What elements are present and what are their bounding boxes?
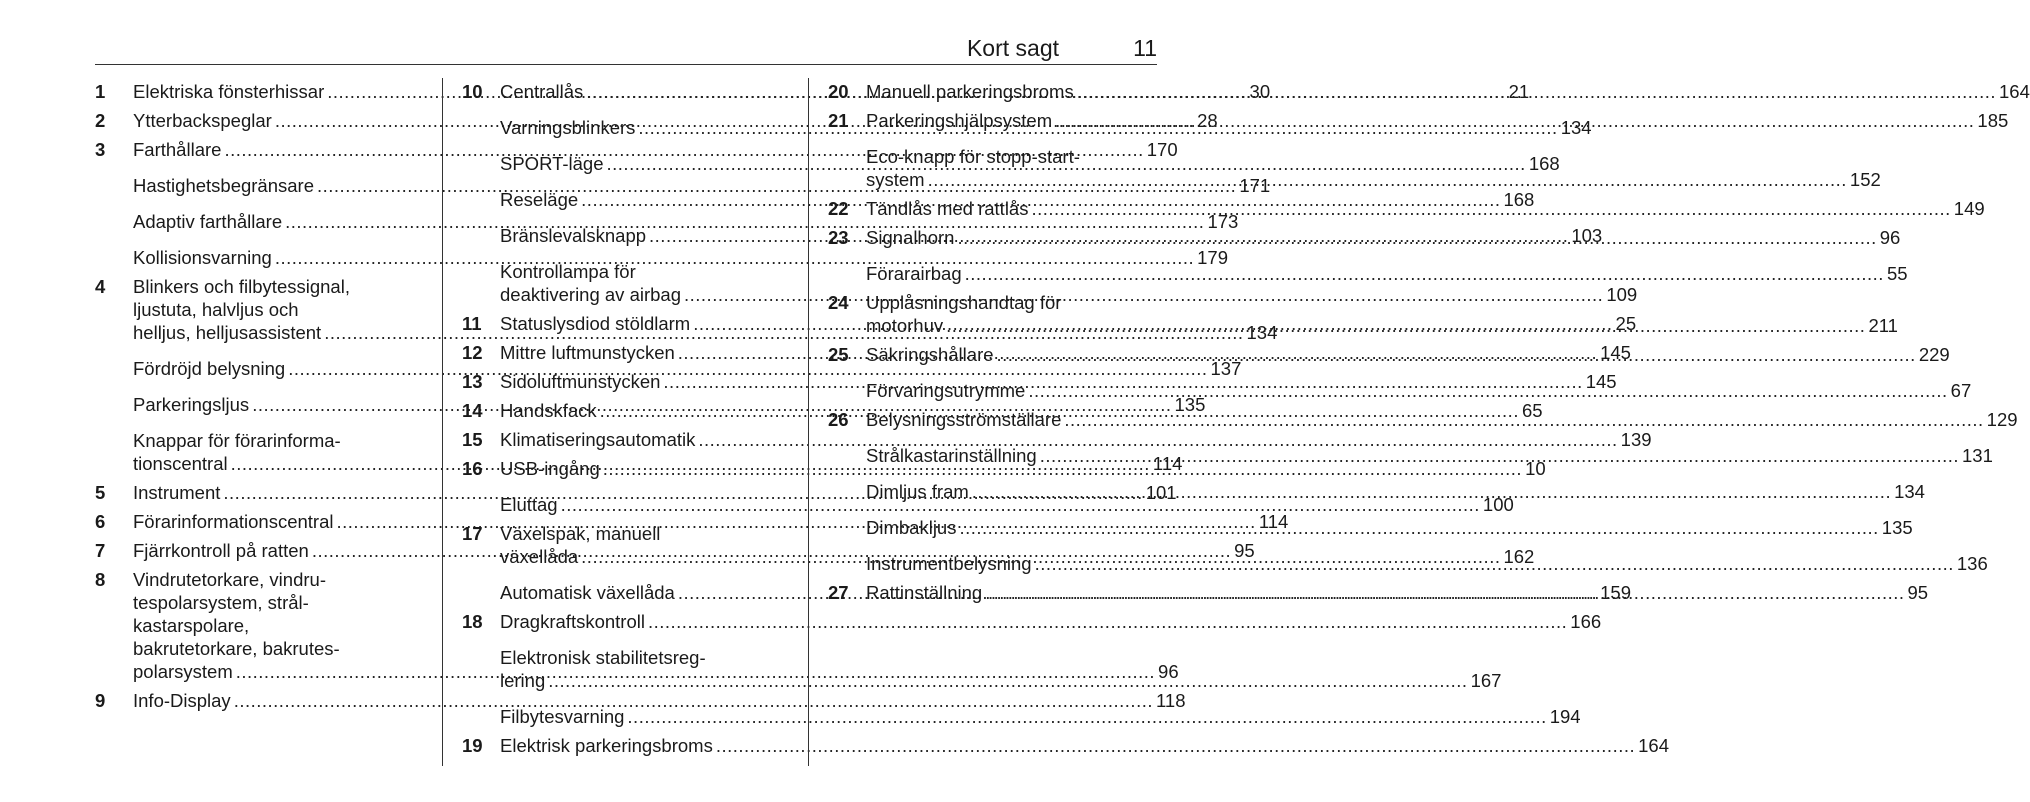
item-number	[95, 246, 133, 269]
item-number	[828, 145, 866, 191]
item-label: Eluttag	[500, 494, 558, 515]
item-number: 27	[828, 582, 849, 603]
item-number	[462, 705, 500, 728]
item-label-line: Upplåsningshandtag för	[866, 292, 1062, 313]
index-entry	[462, 428, 1652, 451]
page-reference: 109	[1606, 284, 1638, 305]
item-number	[828, 552, 866, 575]
page-reference: 162	[1503, 546, 1535, 567]
item-label: Parkeringshjälpsystem	[866, 110, 1053, 131]
item-text	[866, 343, 1950, 366]
item-label: Fördröjd belysning	[133, 358, 286, 379]
index-entry	[95, 246, 1229, 269]
item-number: 3	[95, 139, 106, 160]
item-number: 18	[462, 611, 483, 632]
dot-leader	[1077, 80, 1996, 103]
page-reference: 145	[1600, 342, 1631, 363]
item-label: Manuell parkeringsbroms	[866, 81, 1074, 102]
item-label: Instrumentbelysning	[866, 553, 1032, 574]
item-number	[95, 210, 133, 233]
item-text	[866, 581, 1928, 604]
page-reference: 159	[1600, 582, 1631, 603]
item-number	[462, 224, 500, 247]
page-reference: 67	[1950, 380, 1972, 401]
item-label: polarsystem	[133, 661, 233, 682]
item-text	[500, 610, 1601, 633]
page-reference: 96	[1158, 661, 1179, 682]
item-label: tionscentral	[133, 453, 228, 474]
item-label: Dimljus fram	[866, 481, 969, 502]
item-label: Kollisionsvarning	[133, 247, 272, 268]
item-label-final-line	[866, 444, 1993, 467]
item-label: Bränslevalsknapp	[500, 225, 647, 246]
item-number	[828, 262, 866, 285]
item-number	[95, 174, 133, 197]
dot-leader	[1055, 109, 1974, 132]
page-reference: 101	[1145, 482, 1177, 503]
item-number: 10	[462, 81, 483, 102]
page-reference: 229	[1918, 344, 1950, 365]
dot-leader	[928, 168, 1847, 191]
page-reference: 129	[1986, 409, 2018, 430]
dot-leader	[946, 314, 1865, 337]
item-label: Mittre luftmunstycken	[500, 342, 675, 363]
index-entry	[95, 689, 1186, 712]
dot-leader	[1035, 552, 1954, 575]
item-label: Centrallås	[500, 81, 584, 102]
item-label: USB-ingång	[500, 458, 600, 479]
item-number	[462, 581, 500, 604]
item-number: 23	[828, 227, 849, 248]
column-divider	[808, 78, 809, 766]
item-number: 21	[828, 110, 849, 131]
item-label: helljus, helljusassistent	[133, 322, 322, 343]
item-number: 2	[95, 110, 106, 131]
item-number	[462, 152, 500, 175]
item-label-final-line	[500, 610, 1601, 633]
item-label-final-line	[866, 168, 1881, 191]
item-number	[95, 393, 133, 416]
page-reference: 168	[1528, 153, 1560, 174]
item-label-line: tespolarsystem, strål-	[133, 592, 309, 613]
item-number	[462, 646, 500, 692]
page-reference: 96	[1879, 227, 1901, 248]
page-reference: 170	[1146, 139, 1178, 160]
item-number: 26	[828, 409, 849, 430]
item-label: Rattinställning	[866, 582, 983, 603]
dot-leader	[972, 480, 1891, 503]
page-reference: 114	[1152, 453, 1183, 474]
item-number: 17	[462, 523, 483, 544]
item-label: Signalhorn	[866, 227, 955, 248]
item-number	[462, 188, 500, 211]
item-label-final-line	[866, 80, 2030, 103]
item-label: Ytterbackspeglar	[133, 110, 272, 131]
item-text	[866, 80, 2030, 103]
dot-leader	[1031, 197, 1950, 220]
item-text	[500, 734, 1669, 757]
item-number: 22	[828, 198, 849, 219]
dot-leader	[648, 610, 1567, 633]
item-label-final-line	[500, 734, 1669, 757]
item-label: Dragkraftskontroll	[500, 611, 645, 632]
item-label: Handskfack	[500, 400, 597, 421]
index-entry	[828, 262, 1908, 285]
item-label: Filbytesvarning	[500, 706, 625, 727]
item-number: 24	[828, 292, 849, 313]
item-text	[866, 262, 1908, 285]
item-label-line: Knappar för förarinforma-	[133, 430, 341, 451]
page-reference: 118	[1156, 690, 1186, 711]
item-text	[866, 109, 2008, 132]
item-number	[462, 260, 500, 306]
dot-leader	[985, 581, 1904, 604]
page-reference: 65	[1521, 400, 1543, 421]
item-label: system	[866, 169, 925, 190]
item-label: Statuslysdiod stöldlarm	[500, 313, 691, 334]
item-label: Säkringshållare	[866, 344, 994, 365]
item-text	[866, 291, 1898, 337]
page-reference: 95	[1234, 540, 1255, 561]
page-reference: 131	[1962, 445, 1993, 466]
index-entry	[95, 210, 1239, 233]
item-label-line: Vindrutetorkare, vindru-	[133, 569, 326, 590]
page-reference: 135	[1881, 517, 1913, 538]
item-label: Adaptiv farthållare	[133, 211, 283, 232]
page-reference: 95	[1907, 582, 1929, 603]
dot-leader	[548, 669, 1467, 692]
item-text	[866, 145, 1881, 191]
item-label-final-line	[866, 109, 2008, 132]
page-reference: 55	[1886, 263, 1908, 284]
item-label: Dimbakljus	[866, 517, 957, 538]
item-label-final-line	[866, 516, 1913, 539]
item-number: 16	[462, 458, 483, 479]
item-label: Reseläge	[500, 189, 579, 210]
item-text	[866, 516, 1913, 539]
item-label: Sidoluftmunstycken	[500, 371, 661, 392]
item-label: Elektriska fönsterhissar	[133, 81, 325, 102]
item-number	[828, 379, 866, 402]
dot-leader	[1040, 444, 1959, 467]
page-reference: 21	[1508, 81, 1530, 102]
item-number: 25	[828, 344, 849, 365]
page-reference: 25	[1615, 313, 1637, 334]
page-reference: 100	[1482, 494, 1514, 515]
dot-leader	[716, 734, 1635, 757]
item-label: Elektrisk parkeringsbroms	[500, 735, 713, 756]
item-number	[462, 493, 500, 516]
item-label-line: Elektronisk stabilitetsreg-	[500, 647, 706, 668]
item-number: 19	[462, 735, 483, 756]
item-text	[866, 552, 1988, 575]
item-label-line: kastarspolare,	[133, 615, 250, 636]
item-label: Belysningsströmställare	[866, 409, 1062, 430]
item-label-line: bakrutetorkare, bakrutes-	[133, 638, 340, 659]
item-number: 9	[95, 690, 106, 711]
item-label: Varningsblinkers	[500, 117, 636, 138]
item-label-final-line	[866, 581, 1928, 604]
item-number	[462, 116, 500, 139]
item-number: 6	[95, 511, 106, 532]
item-label: Farthållare	[133, 139, 222, 160]
item-number: 11	[462, 313, 482, 334]
item-label: Parkeringsljus	[133, 394, 250, 415]
dot-leader	[957, 226, 1876, 249]
item-text	[866, 379, 1971, 402]
page-reference: 114	[1258, 511, 1289, 532]
page-header	[95, 34, 1157, 65]
item-label-line: Växelspak, manuell	[500, 523, 661, 544]
item-text	[866, 226, 1900, 249]
item-text	[866, 480, 1925, 503]
index-entry	[462, 705, 1581, 728]
page-reference: 10	[1525, 458, 1546, 479]
page-reference: 149	[1953, 198, 1985, 219]
page-reference: 139	[1620, 429, 1652, 450]
item-label-final-line	[866, 197, 1985, 220]
dot-leader	[627, 705, 1546, 728]
item-label: Instrument	[133, 482, 221, 503]
item-text	[866, 197, 1985, 220]
item-number: 20	[828, 81, 849, 102]
item-label-final-line	[866, 262, 1908, 285]
item-text	[500, 705, 1581, 728]
item-text	[500, 646, 1501, 692]
item-label: motorhuv	[866, 315, 944, 336]
dot-leader	[997, 343, 1916, 366]
section-title: Kort sagt	[966, 35, 1059, 61]
item-number: 8	[95, 569, 106, 590]
item-label: Tändlås med rattlås	[866, 198, 1029, 219]
page-reference: 164	[1999, 81, 2030, 102]
item-label: Förarinformationscentral	[133, 511, 334, 532]
item-text	[866, 444, 1993, 467]
page-reference: 136	[1956, 553, 1988, 574]
item-label-final-line	[500, 705, 1581, 728]
item-number	[95, 429, 133, 475]
dot-leader	[965, 262, 1884, 285]
item-number	[828, 444, 866, 467]
item-number	[828, 480, 866, 503]
item-number: 12	[462, 342, 483, 363]
item-label: växellåda	[500, 546, 579, 567]
item-number	[828, 516, 866, 539]
item-number: 4	[95, 276, 106, 297]
item-number: 13	[462, 371, 483, 392]
item-label-final-line	[500, 669, 1501, 692]
item-label: Hastighetsbegränsare	[133, 175, 314, 196]
page-reference: 179	[1197, 247, 1229, 268]
item-label-final-line	[866, 408, 2018, 431]
page-reference: 173	[1207, 211, 1239, 232]
item-label-line: ljustuta, halvljus och	[133, 299, 299, 320]
page-reference: 134	[1560, 117, 1592, 138]
item-label-line: Kontrollampa för	[500, 261, 636, 282]
page-reference: 167	[1470, 670, 1502, 691]
item-label-final-line	[866, 480, 1925, 503]
item-label: Automatisk växellåda	[500, 582, 675, 603]
item-label: deaktivering av airbag	[500, 284, 681, 305]
page-number: 11	[1133, 35, 1157, 61]
item-text	[866, 408, 2018, 431]
index-entry	[462, 734, 1670, 757]
item-number: 15	[462, 429, 483, 450]
item-label: Förvaringsutrymme	[866, 380, 1026, 401]
column-divider	[442, 78, 443, 766]
item-label-final-line	[866, 226, 1900, 249]
dot-leader	[1028, 379, 1947, 402]
item-label: Fjärrkontroll på ratten	[133, 540, 309, 561]
dot-leader	[1064, 408, 1983, 431]
item-label-final-line	[866, 552, 1988, 575]
page-reference: 166	[1570, 611, 1602, 632]
page-reference: 185	[1977, 110, 2009, 131]
dot-leader	[959, 516, 1878, 539]
item-label-line: Blinkers och filbytessignal,	[133, 276, 350, 297]
page-reference: 28	[1197, 110, 1218, 131]
page-reference: 211	[1868, 315, 1898, 336]
page-reference: 164	[1638, 735, 1670, 756]
page-reference: 152	[1849, 169, 1881, 190]
page-reference: 171	[1239, 175, 1271, 196]
item-label: lering	[500, 670, 546, 691]
item-number: 1	[95, 81, 106, 102]
item-number: 7	[95, 540, 106, 561]
item-label: Strålkastarinställning	[866, 445, 1037, 466]
item-label-final-line	[866, 343, 1950, 366]
page-reference: 30	[1249, 81, 1271, 102]
index-entry	[462, 493, 1514, 516]
page-reference: 194	[1549, 706, 1581, 727]
index-entry	[95, 357, 1242, 380]
item-label-final-line	[866, 314, 1898, 337]
page-reference: 134	[1246, 322, 1278, 343]
item-number	[95, 357, 133, 380]
item-label-line: Eco-knapp för stopp-start-	[866, 146, 1080, 167]
page-reference: 135	[1174, 394, 1206, 415]
index-entry	[462, 610, 1602, 633]
page-reference: 137	[1210, 358, 1242, 379]
item-label: Klimatiseringsautomatik	[500, 429, 696, 450]
item-label: SPORT-läge	[500, 153, 604, 174]
item-number: 14	[462, 400, 483, 421]
page-reference: 103	[1571, 225, 1603, 246]
page-reference: 145	[1585, 371, 1617, 392]
item-label-final-line	[866, 379, 1971, 402]
item-label: Info-Display	[133, 690, 231, 711]
item-number: 5	[95, 482, 106, 503]
page-reference: 134	[1894, 481, 1925, 502]
page-reference: 168	[1503, 189, 1535, 210]
item-label: Förarairbag	[866, 263, 962, 284]
